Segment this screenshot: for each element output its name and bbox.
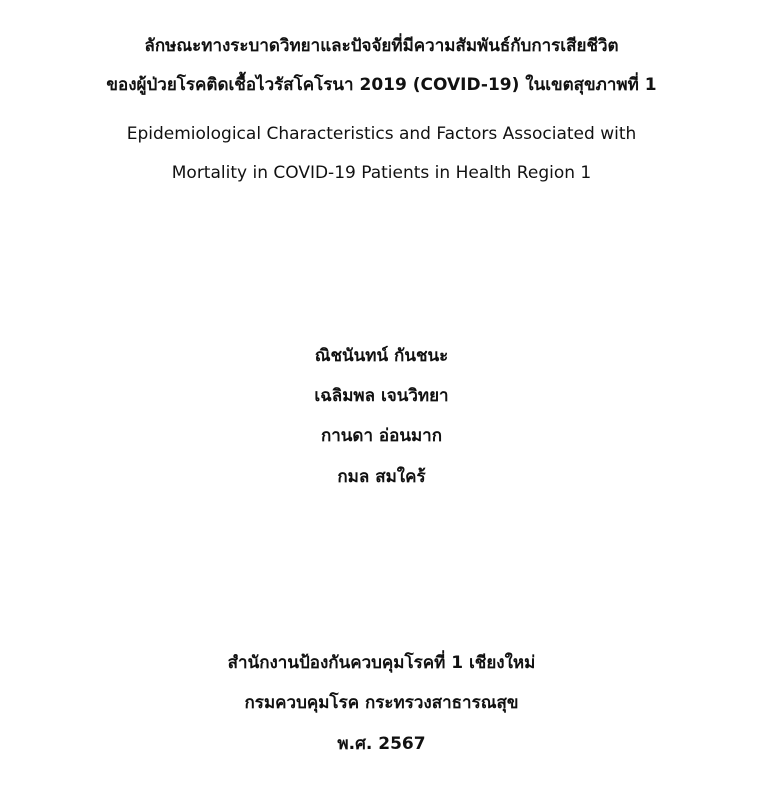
- publication-year: พ.ศ. 2567: [337, 734, 426, 754]
- title-english-line-1: Epidemiological Characteristics and Factors Associated with: [126, 124, 637, 144]
- organization-line-1: สำนักงานป้องกันควบคุมโรคที่ 1 เชียงใหม่: [227, 653, 536, 673]
- title-thai-line-2: ของผู้ป่วยโรคติดเชื้อไวรัสโคโรนา 2019 (COVID-19) ในเขตสุขภาพที่ 1: [106, 75, 657, 95]
- author-3: กานดา อ่อนมาก: [320, 426, 443, 446]
- title-thai-line-1: ลักษณะทางระบาดวิทยาและปัจจัยที่มีความสัมพันธ์กับการเสียชีวิต: [144, 36, 619, 56]
- organization-line-2: กรมควบคุมโรค กระทรวงสาธารณสุข: [244, 693, 519, 713]
- title-english-line-2: Mortality in COVID-19 Patients in Health Region 1: [171, 163, 592, 183]
- author-2: เฉลิมพล เจนวิทยา: [314, 386, 449, 406]
- author-1: ณิชนันทน์ กันชนะ: [314, 346, 449, 366]
- author-4: กมล สมใคร้: [337, 467, 426, 487]
